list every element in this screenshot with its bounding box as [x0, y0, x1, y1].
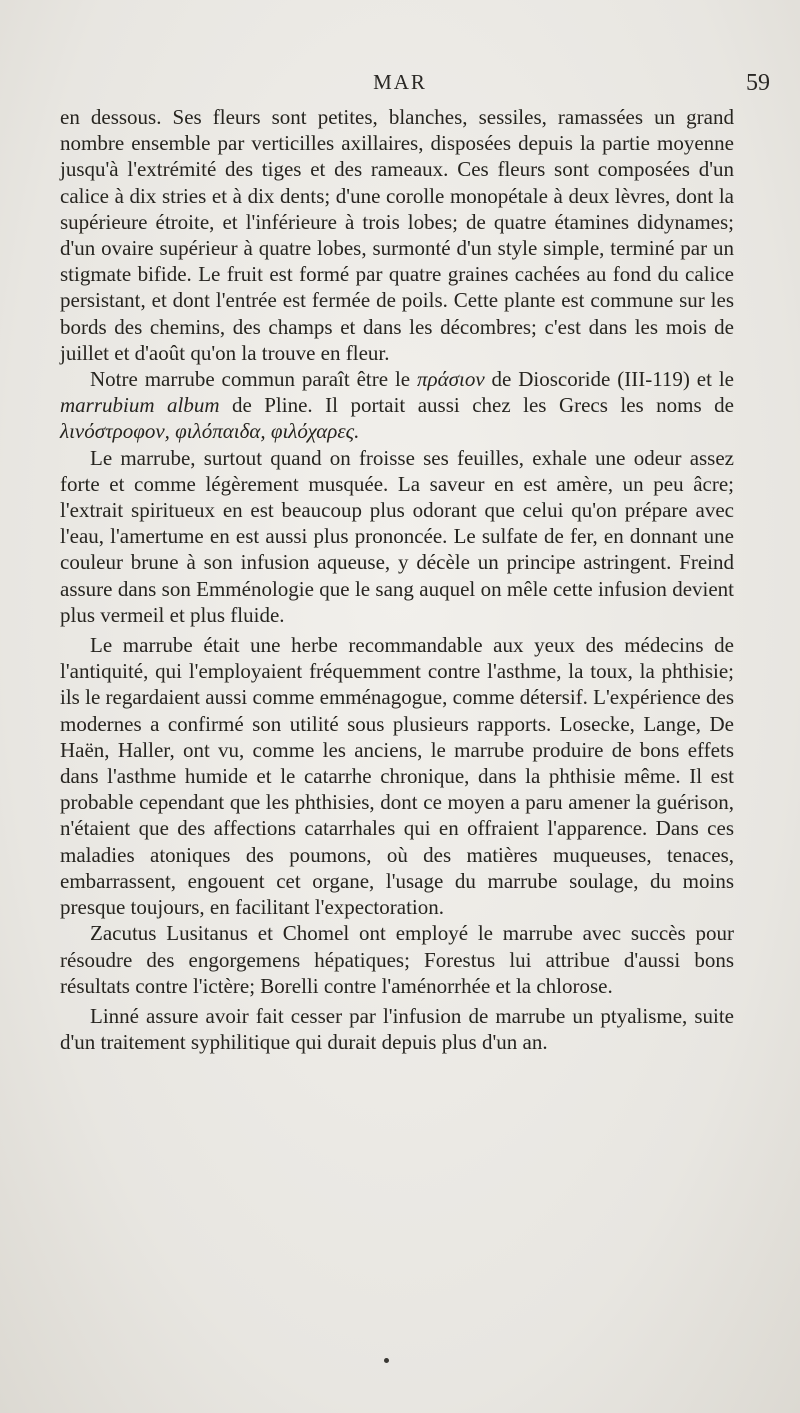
greek-names-list: λινόστροφον, φιλόπαιδα, φιλόχαρες.	[60, 419, 360, 444]
paragraph-hepatic-uses: Zacutus Lusitanus et Chomel ont employé le marrube avec succès pour résoudre des engorgemens hépatiques; Forestus lui attribue d'aussi bons résultats contre l'ictère; Borelli contre l'aménorrhée et la chlorose.	[60, 921, 734, 998]
latin-name-marrubium: marrubium album	[60, 393, 220, 418]
paragraph-synonyms	[60, 366, 734, 445]
body-text	[60, 104, 734, 1055]
running-head: MAR	[373, 70, 427, 94]
page-header	[0, 70, 800, 104]
paragraph-linne: Linné assure avoir fait cesser par l'infusion de marrube un ptyalisme, suite d'un traitement syphilitique qui durait depuis plus d'un an.	[60, 1003, 734, 1055]
paragraph-properties: Le marrube, surtout quand on froisse ses feuilles, exhale une odeur assez forte et comme légèrement musquée. La saveur en est amère, un peu âcre; l'extrait spiritueux en est beaucoup plus odorant que celui qu'on prépare avec l'eau, l'amertume en est aussi plus prononcée. Le sulfate de fer, en donnant une couleur brune à son infusion aqueuse, y décèle un principe astringent. Freind assure dans son Emménologie que le sang auquel on mêle cette infusion devient plus vermeil et plus fluide.	[60, 445, 734, 627]
printer-dot-mark	[384, 1358, 389, 1363]
paragraph-description: en dessous. Ses fleurs sont petites, blanches, sessiles, ramassées un grand nombre ensemble par verticilles axillaires, disposées depuis la partie moyenne jusqu'à l'extrémité des tiges et des rameaux. Ces fleurs sont composées d'un calice à dix stries et à dix dents; d'une corolle monopétale à deux lèvres, dont la supérieure étroite, et l'inférieure à trois lobes; de quatre étamines didynames; d'un ovaire supérieur à quatre lobes, surmonté d'un style simple, terminé par un stigmate bifide. Le fruit est formé par quatre graines cachées au fond du calice persistant, et dont l'entrée est fermée de poils. Cette plante est commune sur les bords des chemins, des champs et dans les décombres; c'est dans les mois de juillet et d'août qu'on la trouve en fleur.	[60, 105, 734, 365]
paragraph-synonyms-text-a: Notre marrube commun paraît être le	[90, 367, 417, 392]
paragraph-synonyms-text-b: de Dioscoride (III-119) et le	[484, 367, 735, 392]
paragraph-synonyms-text-c: de Pline. Il portait aussi chez les Grecs les noms de	[219, 393, 734, 418]
greek-word-prasion: πράσιον	[417, 367, 485, 392]
paragraph-medical-history: Le marrube était une herbe recommandable aux yeux des médecins de l'antiquité, qui l'employaient fréquemment contre l'asthme, la toux, la phthisie; ils le regardaient aussi comme emménagogue, comme détersif. L'expérience des modernes a confirmé son utilité sous plusieurs rapports. Losecke, Lange, De Haën, Haller, ont vu, comme les anciens, le marrube produire de bons effets dans l'asthme humide et le catarrhe chronique, dans la phthisie même. Il est probable cependant que les phthisies, dont ce moyen a paru amener la guérison, n'étaient que des affections catarrhales qui en offraient l'apparence. Dans ces maladies atoniques des poumons, où des matières muqueuses, tenaces, embarrassent, engouent cet organe, l'usage du marrube soulage, du moins presque toujours, en facilitant l'expectoration.	[60, 633, 734, 920]
page-number: 59	[746, 70, 770, 96]
